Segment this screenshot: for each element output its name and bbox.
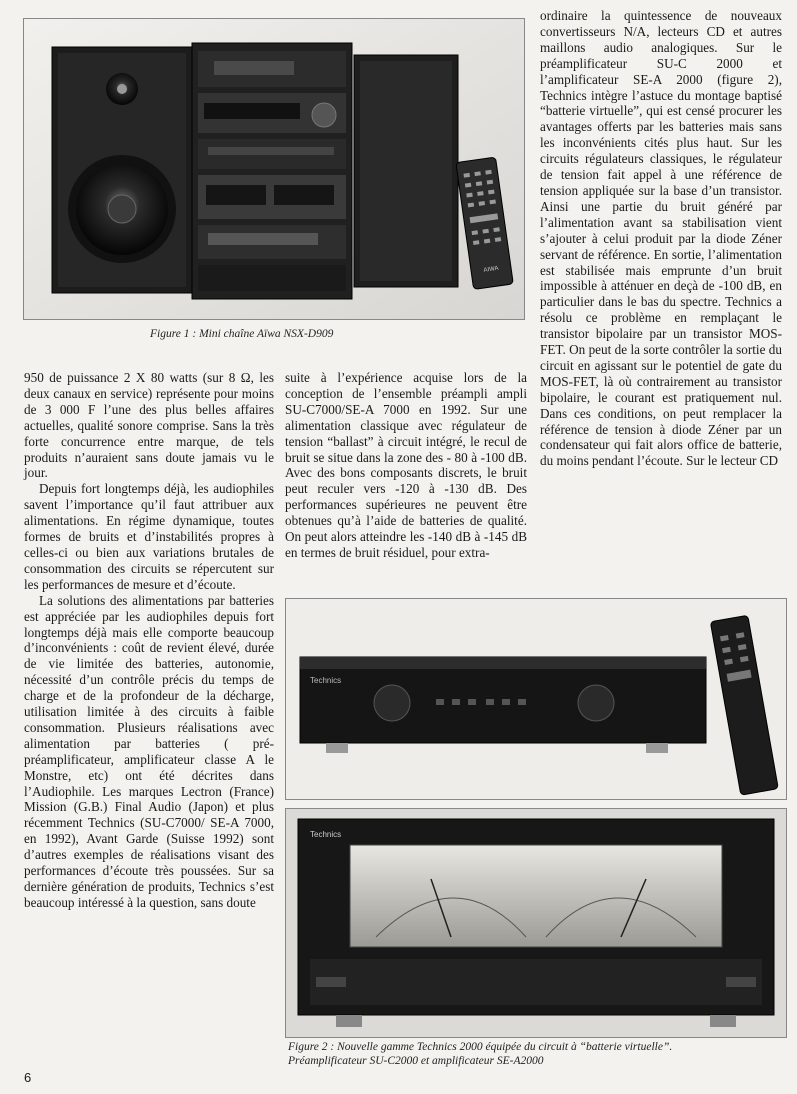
- column-left: [24, 370, 274, 911]
- column-left-paragraph-2: Depuis fort longtemps déjà, les audiophiles savent l’importance qu’il faut attribuer aux alimentations. En régime dynamique, toutes formes de bruits et d’instabilités propres à celles-ci ou bien aux variations brutales de consommation des circuits se répercutent sur les performances de mesure et d’écoute.: [24, 481, 274, 592]
- figure-1-caption: Figure 1 : Mini chaîne Aïwa NSX-D909: [150, 328, 334, 340]
- figure-1-photo: [23, 18, 525, 320]
- column-right-top-paragraph-1: ordinaire la quintessence de nouveaux convertisseurs N/A, lecteurs CD et autres maillons audio analogiques. Sur le préamplificateur SU-C 2000 et l’amplificateur SE-A 2000 (figure 2), Technics intègre l’astuce du montage baptisé “batterie virtuelle”, qui est censé procurer les avantages offerts par les batteries mais sans les inconvénients cités plus haut. Sur les circuits régulateurs classiques, le régulateur de tension fait appel à une référence de tension appliquée sur la base d’un transistor. Ainsi une partie du bruit généré par l’alimentation avant sa stabilisation vient s’ajouter à celui produit par la diode Zéner servant de référence. En sortie, l’alimentation est stabilisée mais emprunte d’un bruit impossible à atténuer en deçà de -100 dB, en particulier dans le bas du spectre. Technics a résolu ce problème en remplaçant le transistor bipolaire par un transistor MOS-FET. On peut de la sorte contrôler la sortie du circuit en agissant sur le potentiel de gate du MOS-FET, là où contrairement au transistor bipolaire, le courant est pratiquement nul. Dans ces conditions, on peut remplacer la référence de tension à diode Zéner par un condensateur qui fait alors office de batterie, du moins pendant l’écoute. Sur le lecteur CD: [540, 8, 782, 469]
- figure-2-amplifier-photo: [285, 808, 787, 1038]
- column-middle: [285, 370, 527, 561]
- figure-2-caption: [288, 1040, 788, 1068]
- column-middle-paragraph-1: suite à l’expérience acquise lors de la conception de l’ensemble préampli ampli SU-C7000/SE-A 7000 en 1992. Sur une alimentation classique avec régulateur de tension “ballast” à circuit intégré, le recul de bruit se situe dans la zone des - 80 à -100 dB. Avec des bons composants discrets, le bruit peut reculer vers -120 à -130 dB. Des performances supérieures ne peuvent être obtenues qu’à l’aide de batteries de qualité. On peut alors atteindre les -140 dB à -145 dB en termes de bruit résiduel, pour extra-: [285, 370, 527, 560]
- figure-2-caption-line-2: Préamplificateur SU-C2000 et amplificateur SE-A2000: [288, 1055, 544, 1067]
- figure-2-preamp-brand: Technics: [310, 676, 342, 685]
- figure-1-remote-brand: AIWA: [483, 265, 500, 274]
- figure-2-caption-line-1: Figure 2 : Nouvelle gamme Technics 2000 équipée du circuit à “batterie virtuelle”.: [288, 1041, 673, 1053]
- column-left-paragraph-1: 950 de puissance 2 X 80 watts (sur 8 Ω, les deux canaux en service) représente pour moins de 3 000 F l’une des plus belles affaires actuelles, qualité sonore comprise. Sans la très forte concurrence entre marque, de tels produits n’auraient sans doute jamais vu le jour.: [24, 370, 274, 481]
- figure-2-amp-brand: Technics: [310, 830, 342, 839]
- column-left-paragraph-3: La solutions des alimentations par batteries est appréciée par les audiophiles depuis fort longtemps déjà mais elle comporte beaucoup d’inconvénients : coût de revient élevé, durée de vie limitée des batteries, autonomie, nécessité d’un contrôle précis du temps de charge et de la profondeur de la décharge, utilisation limitée à des circuits à faible consommation. Plusieurs réalisations avec alimentation par batteries ( pré-préamplificateur, amplificateur classe A le Monstre, etc) ont été décrites dans l’Audiophile. Les marques Lectron (France) Mission (G.B.) Final Audio (Japon) et plus récemment Technics (SU-C7000/ SE-A 7000, en 1992), Avant Garde (Suisse 1992) sont d’autres exemples de réalisations visant des performances d’écoute très poussées. Sur sa dernière génération de produits, Technics s’est beaucoup intéressé à la question, sans doute: [24, 592, 274, 910]
- figure-2-preamp-photo: [285, 598, 787, 800]
- page-number: 6: [24, 1070, 32, 1085]
- column-right-top: [540, 8, 782, 469]
